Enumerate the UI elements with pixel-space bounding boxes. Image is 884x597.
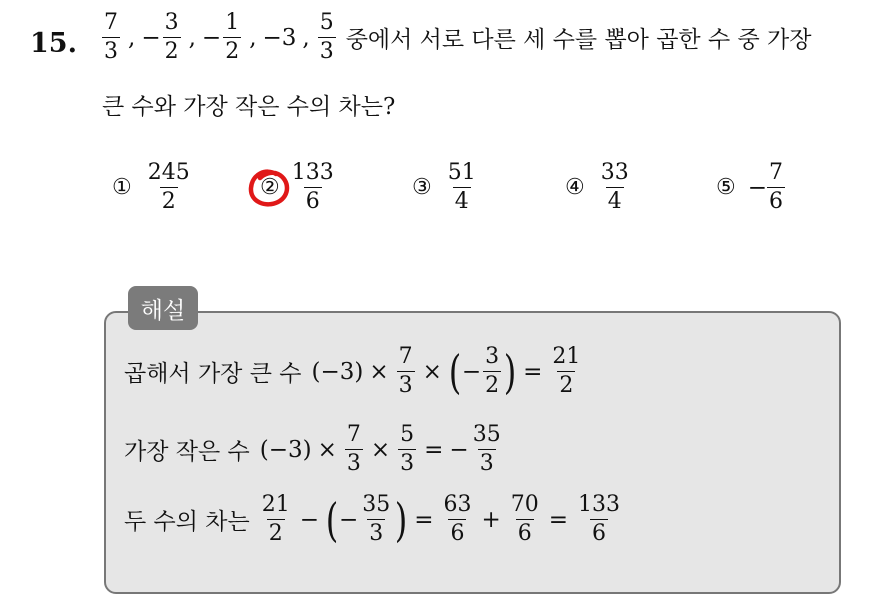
question-text-1: 중에서 서로 다른 세 수를 뽑아 곱한 수 중 가장 — [345, 27, 812, 53]
choice-5[interactable]: ⑤ − $\frac{7}{6}$ — [716, 160, 784, 214]
question-line-2: 큰 수와 가장 작은 수의 차는? — [102, 94, 396, 120]
number-fraction-5: $\frac{5}{3}$ — [319, 10, 334, 64]
answer-circle-mark — [246, 166, 298, 210]
question-number: 15. — [30, 28, 77, 59]
number-fraction-1: $\frac{7}{3}$ — [104, 10, 118, 64]
solution-line-1: 곱해서 가장 큰 수 (−3) × $\frac{7}{3}$ × ( − $\frac{3}{2}$ ) = $\frac{21}{2}$ — [124, 344, 581, 399]
solution-line-3: 두 수의 차는 $\frac{21}{2}$ − ( − $\frac{35}{3}$ ) = $\frac{63}{6}$ + $\frac{70}{6}$ = $\frac{133}{6}$ — [124, 492, 621, 547]
choice-2[interactable]: ② $\frac{133}{6}$ — [260, 160, 334, 214]
choice-1[interactable]: ① $\frac{245}{2}$ — [112, 160, 190, 214]
choice-4[interactable]: ④ $\frac{33}{4}$ — [565, 160, 629, 214]
solution-label: 해설 — [128, 286, 198, 330]
solution-line-2: 가장 작은 수 (−3) × $\frac{7}{3}$ × $\frac{5}{3}$ = − $\frac{35}{3}$ — [124, 422, 501, 476]
choice-3[interactable]: ③ $\frac{51}{4}$ — [412, 160, 476, 214]
number-fraction-2: $\frac{3}{2}$ — [164, 10, 179, 64]
question-line-1: $\frac{7}{3}$ , − $\frac{3}{2}$ , − $\frac{1}{2}$ , −3 , $\frac{5}{3}$ 중에서 서로 다른 세 수를 뽑아 곱한 수 중 가장 — [104, 10, 812, 64]
number-integer: −3 — [262, 24, 297, 51]
number-fraction-3: $\frac{1}{2}$ — [225, 10, 240, 64]
